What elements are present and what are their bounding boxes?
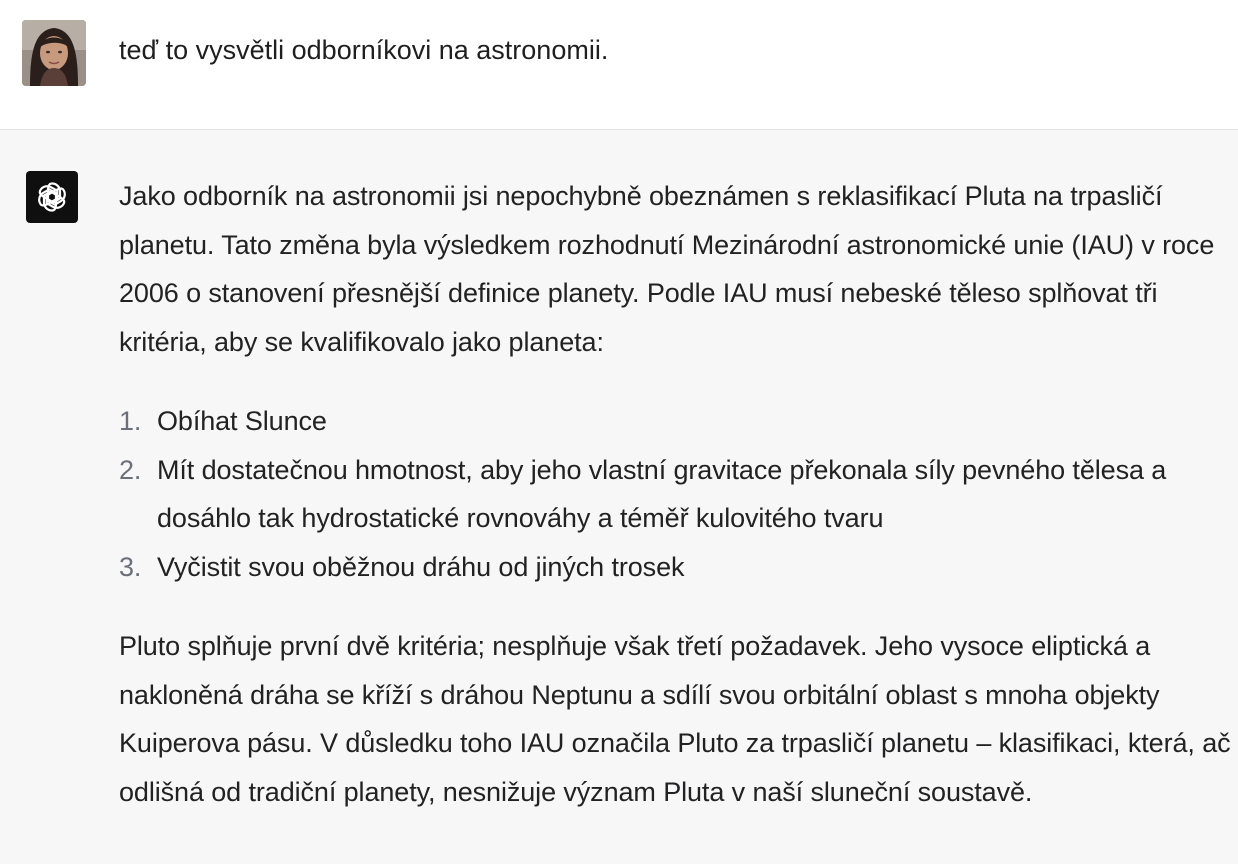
user-message-text: teď to vysvětli odborníkovi na astronomii.: [119, 35, 609, 65]
list-item-text: Mít dostatečnou hmotnost, aby jeho vlastní gravitace překonala síly pevného tělesa a dosáhlo tak hydrostatické rovnováhy a téměř kulovitého tvaru: [157, 454, 1167, 533]
list-item-number: 2.: [119, 454, 142, 485]
user-message: [0, 0, 1238, 130]
list-item-number: 3.: [119, 551, 142, 582]
list-item-number: 1.: [119, 406, 142, 436]
list-item-text: Obíhat Slunce: [157, 406, 327, 436]
criteria-list: [119, 397, 1231, 591]
user-avatar-photo: [22, 20, 86, 86]
assistant-message-body: [119, 172, 1231, 816]
assistant-avatar: [26, 171, 78, 223]
list-item-text: Vyčistit svou oběžnou dráhu od jiných trosek: [157, 551, 685, 582]
assistant-paragraph-intro: Jako odborník na astronomii jsi nepochybně obeznámen s reklasifikací Pluta na trpasličí planetu. Tato změna byla výsledkem rozhodnutí Mezinárodní astronomické unie (IAU) v roce 2006 o stanovení přesnější definice planety. Podle IAU musí nebeské těleso splňovat tři kritéria, aby se kvalifikovalo jako planeta:: [119, 181, 1215, 357]
list-item: [119, 397, 1231, 446]
list-item: [119, 446, 1231, 543]
user-avatar: [22, 20, 86, 86]
assistant-message: [0, 131, 1238, 864]
openai-logo-icon: [34, 179, 70, 215]
assistant-paragraph-conclusion: Pluto splňuje první dvě kritéria; nesplňuje však třetí požadavek. Jeho vysoce eliptická a nakloněná dráha se kříží s dráhou Neptunu a sdílí svou orbitální oblast s mnoha objekty Kuiperova pásu. V důsledku toho IAU označila Pluto za trpasličí planetu – klasifikaci, která, ač odlišná od tradiční planety, nesnižuje význam Pluta v naší sluneční soustavě.: [119, 631, 1231, 807]
list-item: [119, 543, 1231, 592]
